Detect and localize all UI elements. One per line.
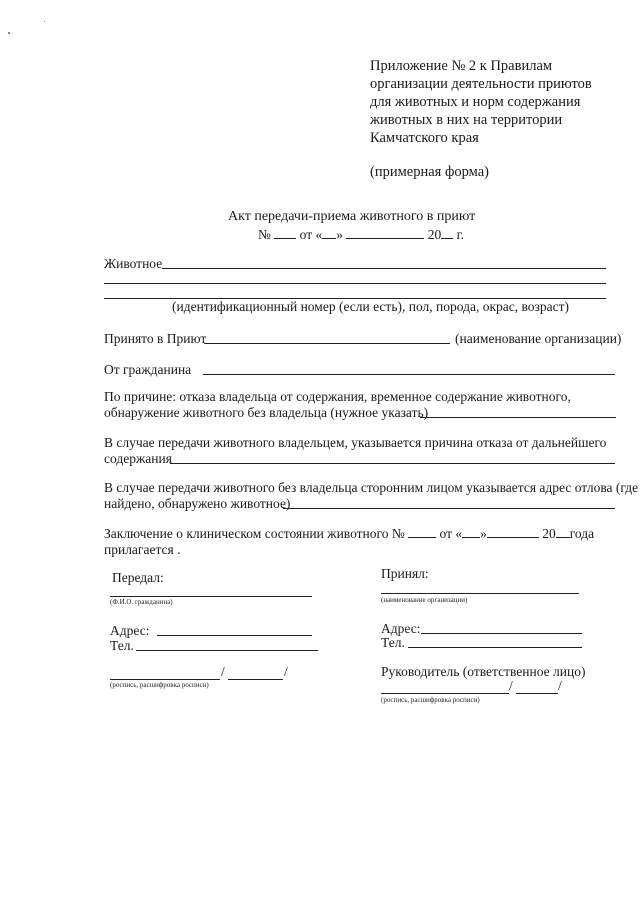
conclusion-text: Заключение о клиническом состоянии животного № [104, 526, 405, 541]
conclusion-year-prefix: 20 [542, 526, 556, 541]
left-signature-slash: / [221, 664, 225, 679]
conclusion-line-1 [104, 526, 594, 542]
owner-transfer-line-1: В случае передачи животного владельцем, указывается причина отказа от дальнейшего [104, 435, 607, 450]
left-sign-title: Передал: [112, 570, 164, 585]
conclusion-day-blank[interactable] [462, 526, 480, 538]
animal-field-hint: (идентификационный номер (если есть), пол, порода, окрас, возраст) [172, 299, 569, 314]
date-close-quote: » [336, 227, 343, 242]
scan-speck [44, 21, 45, 22]
left-signature-slash-2: / [284, 664, 288, 679]
date-from: от « [299, 227, 323, 242]
from-citizen-field[interactable] [203, 374, 615, 375]
month-blank[interactable] [346, 227, 424, 239]
appendix-line-4: животных в них на территории [370, 112, 563, 128]
conclusion-line-2: прилагается . [104, 542, 181, 557]
from-citizen-label: От гражданина [104, 362, 192, 377]
right-sign-title: Принял: [381, 566, 429, 581]
reason-field[interactable] [420, 417, 616, 418]
accepted-org-hint: (наименование организации) [455, 331, 622, 346]
left-phone-field[interactable] [136, 650, 318, 651]
accepted-org-field[interactable] [204, 343, 450, 344]
right-address-field[interactable] [421, 633, 582, 634]
third-party-line-1: В случае передачи животного без владельца сторонним лицом указывается адрес отлова (где [104, 480, 639, 495]
appendix-line-2: организации деятельности приютов [370, 76, 592, 92]
conclusion-number-blank[interactable] [408, 526, 436, 538]
owner-transfer-field[interactable] [170, 463, 615, 464]
animal-field-line-1[interactable] [162, 268, 606, 269]
right-signature-slash-2: / [558, 678, 562, 693]
year-prefix: 20 [427, 227, 442, 242]
right-address-label: Адрес: [381, 621, 421, 636]
right-phone-field[interactable] [408, 647, 582, 648]
accepted-label: Принято в Приют [104, 331, 207, 346]
right-signature-field[interactable] [381, 693, 509, 694]
number-blank[interactable] [274, 227, 296, 239]
right-signature-decode-field[interactable] [516, 693, 558, 694]
appendix-line-5: Камчатского края [370, 130, 479, 146]
right-org-field[interactable] [381, 593, 579, 594]
reason-line-1: По причине: отказа владельца от содержания, временное содержание животного, [104, 389, 571, 404]
appendix-line-3: для животных и норм содержания [370, 94, 581, 110]
left-signature-field[interactable] [110, 679, 220, 680]
left-address-field[interactable] [157, 635, 312, 636]
conclusion-month-blank[interactable] [487, 526, 539, 538]
left-signature-decode-field[interactable] [228, 679, 283, 680]
left-phone-label: Тел. [110, 638, 134, 653]
number-sign: № [258, 227, 271, 242]
scan-speck [8, 32, 10, 34]
reason-line-2: обнаружение животного без владельца (нужное указать) [104, 405, 429, 420]
right-head-label: Руководитель (ответственное лицо) [381, 664, 586, 679]
third-party-line-2: найдено, обнаружено животное) [104, 496, 291, 511]
left-fio-field[interactable] [110, 596, 312, 597]
right-phone-label: Тел. [381, 635, 405, 650]
left-signature-hint: (роспись, расшифровка росписи) [110, 681, 209, 689]
third-party-field[interactable] [283, 508, 615, 509]
animal-field-line-2[interactable] [104, 283, 606, 284]
appendix-line-1: Приложение № 2 к Правилам [370, 58, 553, 74]
right-org-hint: (наименование организации) [381, 596, 468, 604]
conclusion-year-blank[interactable] [556, 526, 570, 538]
conclusion-close-quote: » [480, 526, 487, 541]
right-signature-slash: / [509, 678, 513, 693]
year-suffix: г. [456, 227, 465, 242]
form-type-note: (примерная форма) [370, 164, 489, 180]
left-address-label: Адрес: [110, 623, 150, 638]
day-blank[interactable] [322, 227, 336, 239]
year-blank[interactable] [441, 227, 453, 239]
number-line [258, 227, 464, 243]
owner-transfer-line-2: содержания [104, 451, 172, 466]
conclusion-from: от « [439, 526, 463, 541]
conclusion-year-word: года [569, 526, 595, 541]
right-signature-hint: (роспись, расшифровка росписи) [381, 696, 480, 704]
left-fio-hint: (Ф.И.О. гражданина) [110, 598, 173, 606]
document-title: Акт передачи-приема животного в приют [228, 209, 476, 224]
animal-label: Животное [104, 256, 163, 271]
